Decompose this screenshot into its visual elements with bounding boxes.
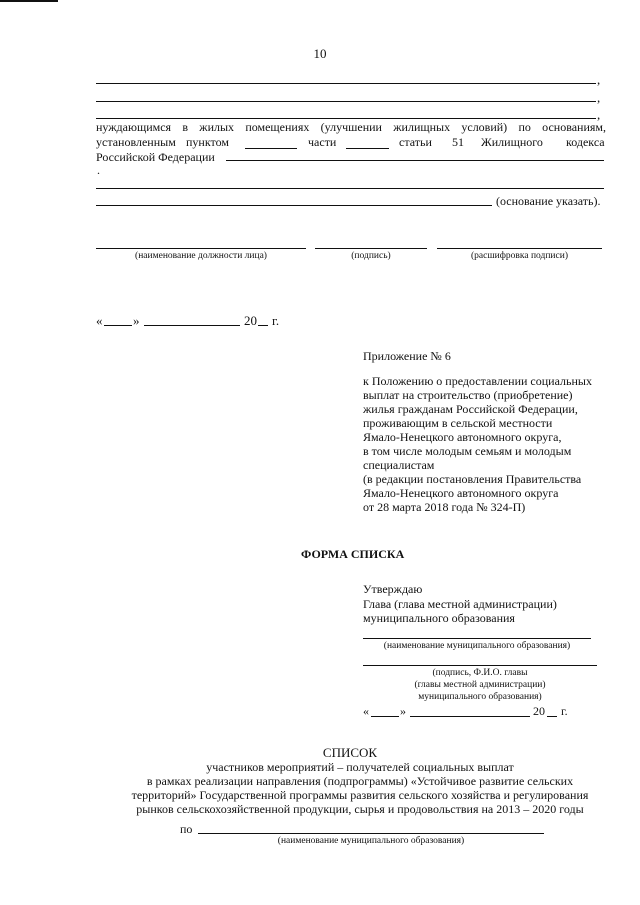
head-line2: муниципального образования	[363, 611, 515, 625]
list-heading-line: участников мероприятий – получателей социальных выплат	[206, 760, 514, 774]
list-heading-text	[80, 760, 640, 816]
appendix-title: Приложение № 6	[363, 349, 451, 363]
scan-edge-mark	[0, 0, 58, 2]
blank-line	[96, 205, 492, 206]
needy-text-line3: Российской Федерации	[96, 150, 215, 164]
needy-text-line1: нуждающимся в жилых помещениях (улучшении жилищных условий) по основаниям,	[96, 120, 606, 134]
approval-year-prefix: 20	[533, 704, 545, 718]
position-line	[96, 248, 306, 249]
basis-note: (основание указать).	[496, 194, 601, 208]
line-end-comma: ,	[597, 72, 601, 87]
list-heading-line: в рамках реализации направления (подпрограммы) «Устойчивое развитие сельских	[146, 774, 574, 788]
appendix-line: к Положению о предоставлении социальных	[363, 374, 592, 388]
blank-line	[226, 160, 604, 161]
needy-word-code: кодекса	[566, 135, 605, 149]
approval-open-quote: «	[363, 704, 369, 718]
sign-caption2: (главы местной администрации)	[414, 680, 546, 690]
appendix-line: жилья гражданам Российской Федерации,	[363, 402, 578, 416]
date-year-prefix: 20	[244, 313, 257, 328]
approval-year-blank	[547, 716, 557, 717]
appendix-line: Ямало-Ненецкого автономного округа	[363, 486, 559, 500]
date-year-blank	[258, 325, 268, 326]
municipality-line	[363, 638, 591, 639]
line-end-comma: ,	[597, 107, 601, 122]
blank-point	[245, 148, 297, 149]
head-line1: Глава (глава местной администрации)	[363, 597, 557, 611]
appendix-line: выплат на строительство (приобретение)	[363, 388, 573, 402]
approval-year-suffix: г.	[561, 704, 568, 718]
approval-day-blank	[371, 716, 399, 717]
needy-word-point: пунктом	[186, 135, 229, 149]
blank-part	[346, 148, 389, 149]
decoding-line	[437, 248, 602, 249]
needy-word-housing: Жилищного	[481, 135, 543, 149]
needy-word-article: статьи	[399, 135, 432, 149]
signature-caption: (подпись)	[351, 251, 391, 261]
appendix-line: (в редакции постановления Правительства	[363, 472, 582, 486]
needy-word-established: установленным	[96, 135, 176, 149]
sign-caption1: (подпись, Ф.И.О. главы	[432, 668, 528, 678]
blank-line	[96, 188, 604, 189]
form-title: ФОРМА СПИСКА	[301, 547, 405, 561]
list-heading-line: рынков сельскохозяйственной продукции, сырья и продовольствия на 2013 – 2020 годы	[136, 802, 584, 816]
signature-line	[315, 248, 427, 249]
page-number: 10	[313, 46, 327, 61]
blank-line	[96, 118, 596, 119]
list-municipality-caption: (наименование муниципального образования)	[277, 836, 465, 846]
date-year-suffix: г.	[272, 313, 280, 328]
needy-word-51: 51	[452, 135, 464, 149]
date-close-quote: »	[133, 313, 140, 328]
list-heading-line: территорий» Государственной программы развития сельского хозяйства и регулирования	[131, 788, 589, 802]
appendix-line: в том числе молодым семьям и молодым	[363, 444, 572, 458]
approve-label: Утверждаю	[363, 582, 423, 596]
sign-caption3: муниципального образования)	[418, 692, 542, 702]
list-po: по	[180, 822, 193, 836]
approval-month-blank	[410, 716, 530, 717]
appendix-line: проживающим в сельской местности	[363, 416, 553, 430]
blank-line	[96, 83, 596, 84]
decoding-caption: (расшифровка подписи)	[471, 251, 568, 261]
appendix-line: от 28 марта 2018 года № 324-П)	[363, 500, 526, 514]
head-signature-line	[363, 665, 597, 666]
date-month-blank	[144, 325, 240, 326]
position-caption: (наименование должности лица)	[135, 251, 267, 261]
line-end-comma: ,	[597, 90, 601, 105]
appendix-line: Ямало-Ненецкого автономного округа,	[363, 430, 562, 444]
approval-close-quote: »	[400, 704, 406, 718]
date-day-blank	[104, 325, 132, 326]
municipality-caption: (наименование муниципального образования)	[383, 641, 571, 651]
dot-mark: .	[97, 163, 100, 177]
needy-word-part: части	[308, 135, 337, 149]
date-open-quote: «	[96, 313, 103, 328]
blank-line	[96, 101, 596, 102]
appendix-line: специалистам	[363, 458, 435, 472]
list-municipality-line	[198, 833, 544, 834]
appendix-text	[363, 374, 628, 514]
list-title: СПИСОК	[322, 745, 378, 760]
